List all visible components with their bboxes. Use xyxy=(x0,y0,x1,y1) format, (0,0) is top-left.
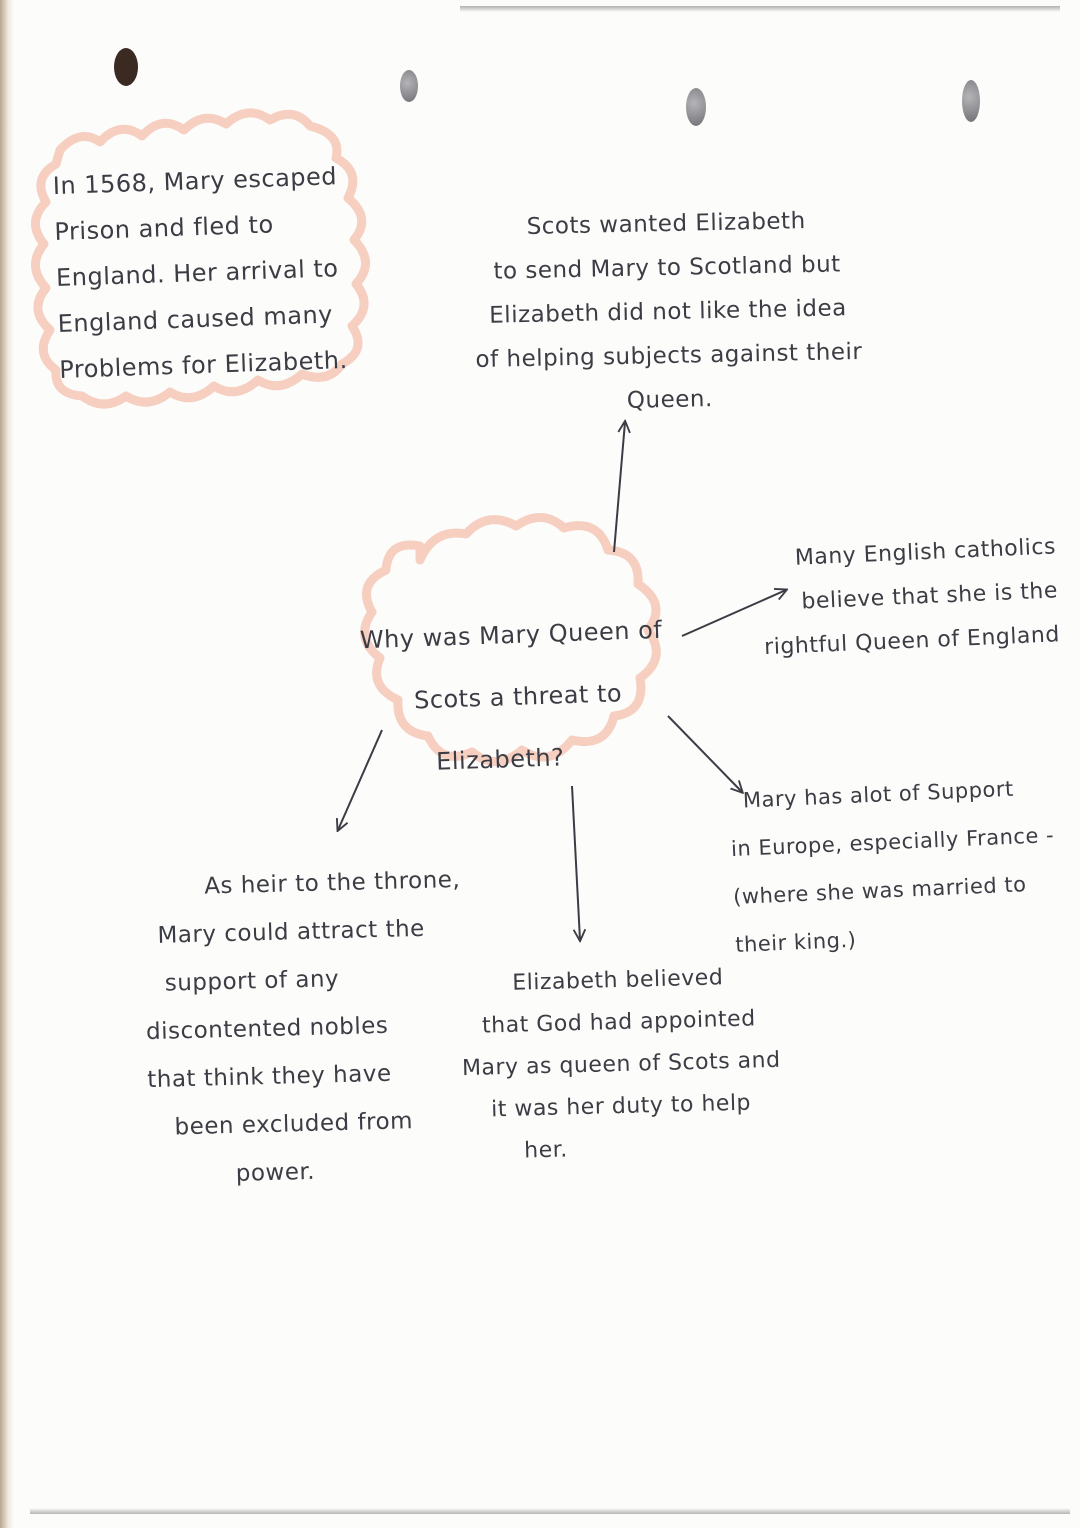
branch-line: support of any xyxy=(164,966,340,997)
branch-top-text xyxy=(456,198,881,427)
note-line: England. Her arrival to xyxy=(55,254,339,293)
branch-line: As heir to the throne, xyxy=(203,866,461,900)
branch-right-upper-text xyxy=(749,525,1060,670)
note-line: Prison and fled to xyxy=(53,210,275,247)
branch-line: Scots wanted Elizabeth xyxy=(526,208,806,240)
branch-right-lower-text xyxy=(728,763,1059,969)
branch-line: been excluded from xyxy=(174,1108,414,1141)
branch-line: believe that she is the xyxy=(800,578,1059,615)
question-line: Why was Mary Queen of xyxy=(359,615,663,655)
branch-bottom-left-text xyxy=(142,856,469,1200)
branch-line: Many English catholics xyxy=(794,534,1057,571)
question-line: Scots a threat to xyxy=(413,679,623,715)
branch-line: rightful Queen of England xyxy=(763,622,1061,661)
branch-line: Mary could attract the xyxy=(157,915,426,949)
central-question-text xyxy=(359,599,668,795)
branch-line: (where she was married to xyxy=(732,872,1027,910)
question-line: Elizabeth? xyxy=(435,743,565,776)
note-line: In 1568, Mary escaped xyxy=(52,162,338,201)
branch-line: discontented nobles xyxy=(145,1012,389,1046)
branch-line: her. xyxy=(523,1137,569,1164)
branch-line: that think they have xyxy=(146,1060,392,1094)
note-line: England caused many xyxy=(57,300,334,338)
branch-line: it was her duty to help xyxy=(490,1090,752,1123)
note-box-text xyxy=(52,153,348,393)
branch-line: their king.) xyxy=(734,927,857,957)
branch-line: to send Mary to Scotland but xyxy=(493,251,841,285)
branch-line: Elizabeth did not like the idea xyxy=(488,295,847,329)
branch-bottom-center-text xyxy=(459,956,780,1174)
note-line: Problems for Elizabeth. xyxy=(58,345,349,384)
branch-line: Elizabeth believed xyxy=(511,965,724,996)
branch-line: in Europe, especially France - xyxy=(730,822,1055,862)
branch-line: that God had appointed xyxy=(481,1006,756,1039)
branch-line: Mary as queen of Scots and xyxy=(461,1047,781,1082)
branch-line: Queen. xyxy=(626,386,714,414)
arrow-to-top xyxy=(614,422,625,552)
branch-line: of helping subjects against their xyxy=(475,338,863,374)
branch-line: power. xyxy=(235,1158,316,1187)
branch-line: Mary has alot of Support xyxy=(742,776,1015,813)
arrow-to-bottom-center xyxy=(572,786,580,940)
